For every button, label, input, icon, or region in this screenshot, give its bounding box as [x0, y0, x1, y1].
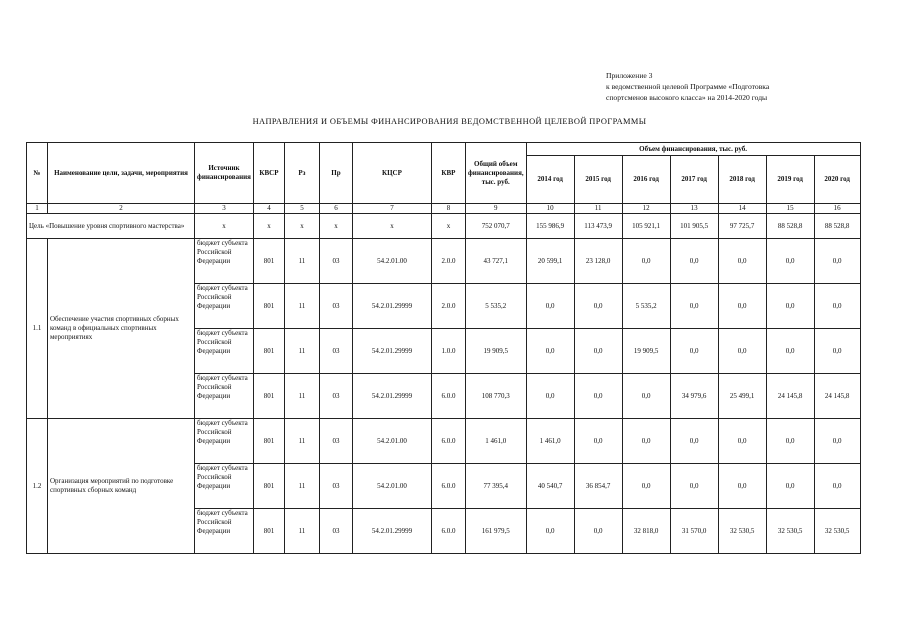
- cell-kvr: 6.0.0: [431, 464, 465, 509]
- cell-source: бюджет субъекта Российской Федерации: [195, 284, 254, 329]
- cell-year: 0,0: [670, 464, 718, 509]
- cell-year: 0,0: [766, 464, 814, 509]
- cell-year: 0,0: [814, 284, 860, 329]
- cell-year: 0,0: [718, 284, 766, 329]
- header-total: Общий объем финансирования, тыс. руб.: [465, 143, 526, 204]
- column-number: 6: [319, 204, 352, 214]
- cell-kvsr: 801: [253, 509, 284, 554]
- cell-rz: 11: [284, 374, 319, 419]
- cell-year: 0,0: [622, 464, 670, 509]
- cell-year: 0,0: [574, 419, 622, 464]
- cell-pr: 03: [319, 419, 352, 464]
- cell-kcsr: 54.2.01.29999: [352, 284, 431, 329]
- cell-year: 32 530,5: [766, 509, 814, 554]
- cell-year: 0,0: [766, 329, 814, 374]
- column-number: 2: [48, 204, 195, 214]
- column-number: 1: [27, 204, 48, 214]
- cell-year: 0,0: [574, 329, 622, 374]
- cell-year: 113 473,9: [574, 214, 622, 239]
- cell-year: 24 145,8: [814, 374, 860, 419]
- column-number: 14: [718, 204, 766, 214]
- cell-source: бюджет субъекта Российской Федерации: [195, 374, 254, 419]
- cell-year: 0,0: [526, 374, 574, 419]
- column-number: 8: [431, 204, 465, 214]
- cell-kvsr: 801: [253, 419, 284, 464]
- cell-year: 0,0: [574, 284, 622, 329]
- cell-year: 0,0: [574, 374, 622, 419]
- column-number: 12: [622, 204, 670, 214]
- header-kcsr: КЦСР: [352, 143, 431, 204]
- cell-year: 0,0: [766, 419, 814, 464]
- goal-name: Цель «Повышение уровня спортивного мастерства»: [27, 214, 195, 239]
- cell-year: 34 979,6: [670, 374, 718, 419]
- cell-source: бюджет субъекта Российской Федерации: [195, 239, 254, 284]
- cell-year: 1 461,0: [526, 419, 574, 464]
- cell-kcsr: 54.2.01.29999: [352, 509, 431, 554]
- cell-year: 0,0: [718, 239, 766, 284]
- column-number: 15: [766, 204, 814, 214]
- cell-kvsr: 801: [253, 284, 284, 329]
- cell-year: 88 528,8: [814, 214, 860, 239]
- cell-year: 0,0: [814, 239, 860, 284]
- cell-year: 0,0: [814, 329, 860, 374]
- cell-year: 0,0: [526, 509, 574, 554]
- cell-rz: x: [284, 214, 319, 239]
- cell-total: 5 535,2: [465, 284, 526, 329]
- cell-rz: 11: [284, 329, 319, 374]
- cell-kvr: 1.0.0: [431, 329, 465, 374]
- cell-pr: x: [319, 214, 352, 239]
- cell-pr: 03: [319, 374, 352, 419]
- header-year: 2020 год: [814, 156, 860, 204]
- cell-year: 155 986,9: [526, 214, 574, 239]
- cell-year: 32 530,5: [814, 509, 860, 554]
- cell-year: 23 128,0: [574, 239, 622, 284]
- header-rz: Рз: [284, 143, 319, 204]
- cell-year: 25 499,1: [718, 374, 766, 419]
- header-name: Наименование цели, задачи, мероприятия: [48, 143, 195, 204]
- cell-kcsr: 54.2.01.00: [352, 239, 431, 284]
- header-source: Источник финансирования: [195, 143, 254, 204]
- cell-year: 0,0: [622, 419, 670, 464]
- table-row: [27, 239, 861, 284]
- cell-year: 0,0: [766, 239, 814, 284]
- cell-kvr: 6.0.0: [431, 419, 465, 464]
- cell-total: 77 395,4: [465, 464, 526, 509]
- cell-year: 0,0: [574, 509, 622, 554]
- column-number: 5: [284, 204, 319, 214]
- cell-total: 43 727,1: [465, 239, 526, 284]
- cell-total: 19 909,5: [465, 329, 526, 374]
- cell-year: 0,0: [814, 419, 860, 464]
- header-year: 2014 год: [526, 156, 574, 204]
- cell-kvr: 6.0.0: [431, 374, 465, 419]
- cell-rz: 11: [284, 464, 319, 509]
- appendix-line-3: спортсменов высокого класса» на 2014-2020 годы: [606, 93, 768, 102]
- column-number: 11: [574, 204, 622, 214]
- financing-table: [26, 142, 861, 554]
- header-no: №: [27, 143, 48, 204]
- cell-year: 0,0: [718, 419, 766, 464]
- cell-kvr: 2.0.0: [431, 239, 465, 284]
- cell-pr: 03: [319, 329, 352, 374]
- column-number: 4: [253, 204, 284, 214]
- cell-total: 1 461,0: [465, 419, 526, 464]
- column-number: 10: [526, 204, 574, 214]
- task-name: Организация мероприятий по подготовке спортивных сборных команд: [48, 419, 195, 554]
- column-number: 13: [670, 204, 718, 214]
- header-year: 2017 год: [670, 156, 718, 204]
- goal-row: [27, 214, 861, 239]
- cell-kvsr: 801: [253, 329, 284, 374]
- cell-kvsr: x: [253, 214, 284, 239]
- appendix-note: [606, 70, 896, 103]
- header-year: 2019 год: [766, 156, 814, 204]
- cell-rz: 11: [284, 284, 319, 329]
- cell-rz: 11: [284, 509, 319, 554]
- cell-year: 36 854,7: [574, 464, 622, 509]
- cell-pr: 03: [319, 239, 352, 284]
- header-year: 2015 год: [574, 156, 622, 204]
- cell-rz: 11: [284, 239, 319, 284]
- column-number-row: [27, 204, 861, 214]
- cell-year: 0,0: [526, 329, 574, 374]
- cell-year: 0,0: [670, 329, 718, 374]
- header-kvsr: КВСР: [253, 143, 284, 204]
- cell-pr: 03: [319, 509, 352, 554]
- cell-year: 101 905,5: [670, 214, 718, 239]
- column-number: 7: [352, 204, 431, 214]
- cell-year: 97 725,7: [718, 214, 766, 239]
- cell-kvr: x: [431, 214, 465, 239]
- column-number: 3: [195, 204, 254, 214]
- cell-year: 19 909,5: [622, 329, 670, 374]
- header-pr: Пр: [319, 143, 352, 204]
- cell-year: 88 528,8: [766, 214, 814, 239]
- task-number: 1.1: [27, 239, 48, 419]
- cell-year: 0,0: [670, 239, 718, 284]
- cell-source: бюджет субъекта Российской Федерации: [195, 329, 254, 374]
- cell-kcsr: 54.2.01.00: [352, 464, 431, 509]
- cell-year: 0,0: [766, 284, 814, 329]
- header-year: 2018 год: [718, 156, 766, 204]
- cell-kcsr: 54.2.01.29999: [352, 374, 431, 419]
- cell-year: 0,0: [670, 284, 718, 329]
- cell-kvr: 2.0.0: [431, 284, 465, 329]
- cell-kcsr: 54.2.01.00: [352, 419, 431, 464]
- appendix-line-2: к ведомственной целевой Программе «Подготовка: [606, 82, 770, 91]
- cell-year: 0,0: [622, 374, 670, 419]
- cell-year: 32 530,5: [718, 509, 766, 554]
- cell-source: бюджет субъекта Российской Федерации: [195, 464, 254, 509]
- cell-year: 32 818,0: [622, 509, 670, 554]
- cell-total: 752 070,7: [465, 214, 526, 239]
- cell-kvr: 6.0.0: [431, 509, 465, 554]
- cell-total: 161 979,5: [465, 509, 526, 554]
- cell-kvsr: 801: [253, 239, 284, 284]
- cell-year: 5 535,2: [622, 284, 670, 329]
- cell-pr: 03: [319, 284, 352, 329]
- cell-year: 0,0: [718, 329, 766, 374]
- header-volume: Объем финансирования, тыс. руб.: [526, 143, 860, 156]
- cell-year: 0,0: [670, 419, 718, 464]
- cell-year: 0,0: [718, 464, 766, 509]
- cell-kcsr: 54.2.01.29999: [352, 329, 431, 374]
- cell-source: бюджет субъекта Российской Федерации: [195, 419, 254, 464]
- cell-year: 0,0: [622, 239, 670, 284]
- cell-year: 0,0: [526, 284, 574, 329]
- appendix-line-1: Приложение 3: [606, 71, 653, 80]
- cell-year: 105 921,1: [622, 214, 670, 239]
- document-title: НАПРАВЛЕНИЯ И ОБЪЕМЫ ФИНАНСИРОВАНИЯ ВЕДОМСТВЕННОЙ ЦЕЛЕВОЙ ПРОГРАММЫ: [252, 117, 647, 126]
- cell-source: x: [195, 214, 254, 239]
- cell-source: бюджет субъекта Российской Федерации: [195, 509, 254, 554]
- cell-kcsr: x: [352, 214, 431, 239]
- cell-year: 24 145,8: [766, 374, 814, 419]
- table-row: [27, 419, 861, 464]
- column-number: 9: [465, 204, 526, 214]
- cell-total: 108 770,3: [465, 374, 526, 419]
- column-number: 16: [814, 204, 860, 214]
- header-year: 2016 год: [622, 156, 670, 204]
- cell-year: 0,0: [814, 464, 860, 509]
- task-name: Обеспечение участия спортивных сборных команд в официальных спортивных мероприятиях: [48, 239, 195, 419]
- header-kvr: КВР: [431, 143, 465, 204]
- cell-kvsr: 801: [253, 464, 284, 509]
- cell-year: 31 570,0: [670, 509, 718, 554]
- cell-rz: 11: [284, 419, 319, 464]
- cell-year: 40 540,7: [526, 464, 574, 509]
- cell-kvsr: 801: [253, 374, 284, 419]
- task-number: 1.2: [27, 419, 48, 554]
- cell-pr: 03: [319, 464, 352, 509]
- cell-year: 20 599,1: [526, 239, 574, 284]
